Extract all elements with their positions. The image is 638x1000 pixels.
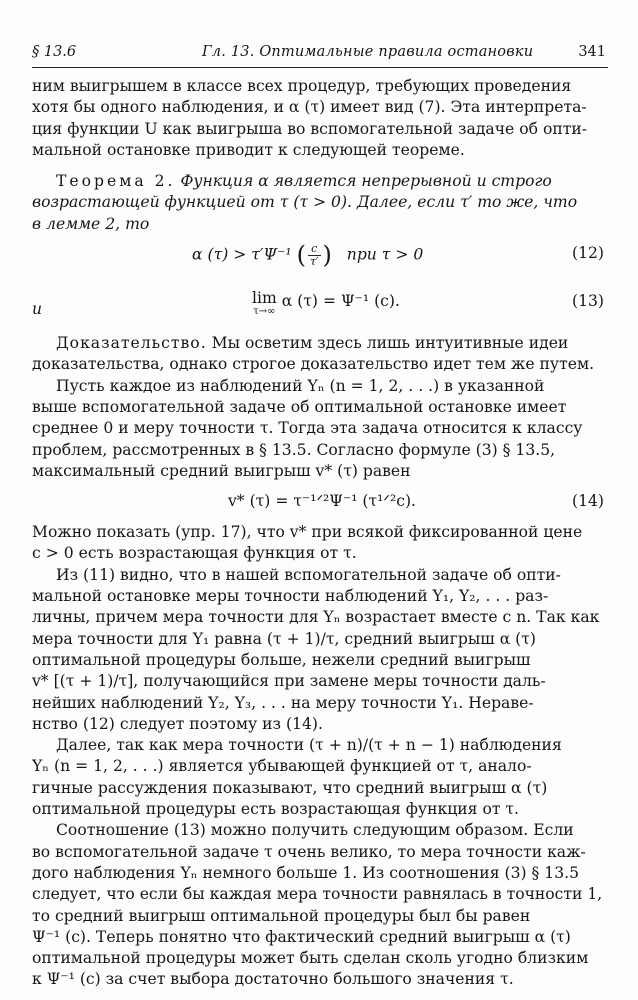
text-line: гичные рассуждения показывают, что средний выигрыш α (τ) [32, 778, 548, 797]
running-title: Гл. 13. Оптимальные правила остановки [202, 44, 534, 60]
eq12-lhs: α (τ) > τ′Ψ⁻¹ [192, 245, 292, 264]
text-line: среднее 0 и меру точности τ. Тогда эта задача относится к классу [32, 419, 583, 438]
text-line: ция функции U как выигрыша во вспомогательной задаче об опти- [32, 119, 588, 138]
equation-number: (12) [571, 244, 604, 263]
text-line: нство (12) следует поэтому из (14). [32, 714, 323, 733]
text-line: возрастающей функцией от τ (τ > 0). Далее, если τ′ то же, что [32, 193, 578, 212]
equation-14 [32, 482, 608, 522]
theorem-label: Теорема 2. [56, 172, 176, 191]
text-line: дого наблюдения Yₙ немного больше 1. Из соотношения (3) § 13.5 [32, 863, 580, 882]
text-line: то средний выигрыш оптимальной процедуры был бы равен [32, 906, 531, 925]
text-line: Ψ⁻¹ (c). Теперь понятно что фактический средний выигрыш α (τ) [32, 927, 571, 946]
text-line: в лемме 2, то [32, 214, 150, 233]
proof-paragraph [32, 333, 608, 376]
eq12-fraction: $\frac{c}{\tau'}$ [309, 242, 319, 269]
text-line: Функция α является непрерывной и строго [175, 172, 552, 191]
text-line: Пусть каждое из наблюдений Yₙ (n = 1, 2, . . .) в указанной [56, 376, 545, 395]
text-line: выше вспомогательной задаче об оптимальной остановке имеет [32, 397, 567, 416]
text-line: оптимальной процедуры есть возрастающая функция от τ. [32, 800, 520, 819]
text-line: мальной остановке приводит к следующей теореме. [32, 140, 465, 159]
eq12-condition: при τ > 0 [346, 245, 424, 264]
page-number: 341 [578, 44, 606, 60]
page-body [32, 76, 608, 991]
text-line: c > 0 есть возрастающая функция от τ. [32, 544, 357, 563]
text-line: нейших наблюдений Y₂, Y₃, . . . на меру точности Y₁. Нераве- [32, 693, 534, 712]
text-line: Мы осветим здесь лишь интуитивные идеи [206, 334, 569, 353]
text-line: Можно показать (упр. 17), что v* при всякой фиксированной цене [32, 523, 583, 542]
proof-label: Доказательство. [56, 334, 207, 353]
text-line: оптимальной процедуры больше, нежели средний выигрыш [32, 650, 531, 669]
equation-12-formula: α (τ) > τ′Ψ⁻¹ ( $\frac{c}{\tau'}$ ) при τ > 0 [192, 240, 424, 269]
paragraph [32, 735, 608, 820]
text-line: Далее, так как мера точности (τ + n)/(τ + n − 1) наблюдения [56, 736, 562, 755]
text-line: максимальный средний выигрыш v* (τ) равен [32, 461, 411, 480]
section-number: § 13.6 [32, 44, 77, 60]
paragraph [32, 522, 608, 565]
text-line: мера точности для Y₁ равна (τ + 1)/τ, средний выигрыш α (τ) [32, 629, 536, 648]
text-line: Yₙ (n = 1, 2, . . .) является убывающей функцией от τ, анало- [32, 757, 532, 776]
limit-operator: lim τ→∞ [252, 289, 277, 318]
text-line: хотя бы одного наблюдения, и α (τ) имеет вид (7). Эта интерпрета- [32, 98, 587, 117]
text-line: ним выигрышем в классе всех процедур, требующих проведения [32, 77, 572, 95]
text-line: к Ψ⁻¹ (c) за счет выбора достаточно большого значения τ. [32, 970, 514, 989]
text-line: v* [(τ + 1)/τ], получающийся при замене меры точности даль- [32, 672, 546, 691]
running-header [32, 40, 608, 66]
equation-14-formula: v* (τ) = τ⁻¹ᐟ²Ψ⁻¹ (τ¹ᐟ²c). [228, 492, 417, 511]
text-line: Соотношение (13) можно получить следующим образом. Если [56, 821, 574, 840]
equation-13 [32, 277, 608, 323]
text-line: личны, причем мера точности для Yₙ возрастает вместе с n. Так как [32, 608, 600, 627]
text-line: оптимальной процедуры может быть сделан сколь угодно близким [32, 949, 589, 968]
text-line: Из (11) видно, что в нашей вспомогательной задаче об опти- [56, 565, 561, 584]
equation-13-formula [252, 291, 400, 319]
equation-number: (13) [571, 292, 604, 311]
eq13-expression: α (τ) = Ψ⁻¹ (c). [276, 292, 400, 311]
equation-number: (14) [571, 492, 604, 511]
paragraph [32, 820, 608, 990]
intro-paragraph [32, 76, 608, 161]
text-line: проблем, рассмотренных в § 13.5. Согласно формуле (3) § 13.5, [32, 440, 556, 459]
text-line: мальной остановке меры точности наблюдений Y₁, Y₂, . . . раз- [32, 587, 549, 606]
header-rule [32, 67, 608, 68]
theorem-2 [32, 171, 608, 235]
text-line: во вспомогательной задаче τ очень велико, то мера точности каж- [32, 842, 586, 861]
equation-12 [32, 235, 608, 277]
paragraph [32, 565, 608, 735]
text-line: доказательства, однако строгое доказательство идет тем же путем. [32, 355, 595, 374]
paragraph [32, 376, 608, 482]
conjunction: и [32, 300, 43, 319]
text-line: следует, что если бы каждая мера точности равнялась в точности 1, [32, 885, 603, 904]
